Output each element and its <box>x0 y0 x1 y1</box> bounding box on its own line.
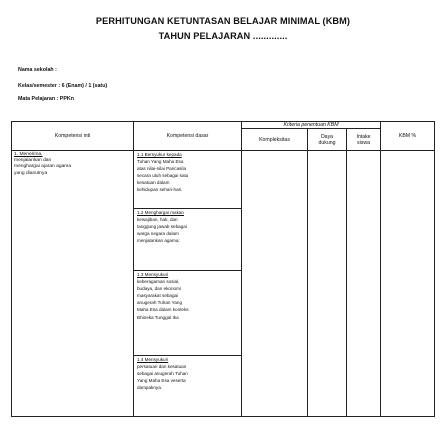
header-kompetensi-inti: Kompetensi inti <box>12 122 134 151</box>
header-intake-siswa <box>347 129 381 151</box>
kd-line: atas nilai-nilai Pancasila <box>137 166 187 172</box>
kd-line: anugerah Tuhan Yang <box>137 300 183 306</box>
header-kriteria-penentuan: Kriteria penentuan KBM <box>242 122 381 129</box>
kd-line: 1.3 Mensyukuri <box>137 272 169 277</box>
header-row-1 <box>12 122 435 129</box>
kd-line: keberagaman sosial, <box>137 279 180 285</box>
class-semester-label: Kelas/semester : 6 (Enam) / 1 (satu) <box>18 83 108 89</box>
kbm-percent-cell <box>381 151 435 417</box>
kd-line: menjalankan agama; <box>137 238 180 244</box>
daya-dukung-cell <box>308 151 347 417</box>
header-daya-dukung-line2: dukung <box>318 139 336 146</box>
ki-line: yang dianutnya <box>14 170 48 176</box>
kd-line: tanggung jawab sebagai <box>137 224 187 230</box>
document-title: PERHITUNGAN KETUNTASAN BELAJAR MINIMAL (KBM) <box>95 16 351 26</box>
kompleksitas-cell <box>242 151 308 417</box>
kd-line: budaya, dan ekonomi <box>137 286 181 292</box>
intake-siswa-cell <box>347 151 381 417</box>
kd-line: secara utuh sebagai satu <box>137 173 189 179</box>
kd-line: Yang Maha Esa veserta <box>137 378 186 384</box>
kompetensi-dasar-1-4 <box>134 356 242 417</box>
header-kbm-percent: KBM % <box>381 122 435 151</box>
kd-line: Bhineka Tunggal Ika <box>137 314 179 320</box>
kd-line: kewajiban, hak, dan <box>137 217 178 223</box>
kd-line: persatuan dan kesatuan <box>137 364 187 370</box>
kbm-table <box>11 121 435 417</box>
table-row <box>12 151 435 209</box>
kd-line: 1.1 Bersyukur kepada <box>137 152 182 157</box>
kd-line: kesatuan dalam <box>137 180 170 186</box>
kd-line: 1.2 Menghargai makan <box>137 210 184 215</box>
kd-line: warga negara dalam <box>137 231 179 237</box>
kd-line: dampaknya. <box>137 385 163 391</box>
kd-line: masyarakat sebagai <box>137 293 179 299</box>
header-intake-line1: Intake <box>356 133 371 140</box>
kd-line: sebagai anugerah Tuhan <box>137 371 188 377</box>
header-daya-dukung <box>308 129 347 151</box>
ki-line: menghargai ajaran agama <box>14 164 72 170</box>
kd-line: 1.4 Mensyukuri <box>137 357 169 362</box>
header-kompleksitas: Kompleksitas <box>242 129 308 151</box>
kd-line: Maha Esa dalam konteks <box>137 307 189 313</box>
header-kompetensi-dasar: Kompetensi dasar <box>134 122 242 151</box>
kompetensi-dasar-1-3 <box>134 271 242 356</box>
kd-line: Tuhan Yang Maha Esa <box>137 159 184 165</box>
header-daya-dukung-line1: Daya <box>320 133 334 140</box>
header-intake-line2: siswa <box>357 139 370 146</box>
ki-line: menjalankan dan <box>14 158 52 164</box>
ki-line: 1. Menerima, <box>14 152 43 157</box>
kompetensi-inti-cell <box>12 151 134 417</box>
subject-label: Mata Pelajaran : PPKn <box>18 96 74 102</box>
kd-line: kehidupan sehari-hari. <box>137 187 183 193</box>
school-name-label: Nama sekolah : <box>18 67 57 73</box>
kompetensi-dasar-1-2 <box>134 209 242 271</box>
kompetensi-dasar-1-1 <box>134 151 242 209</box>
document-subtitle: TAHUN PELAJARAN ............. <box>158 31 288 41</box>
